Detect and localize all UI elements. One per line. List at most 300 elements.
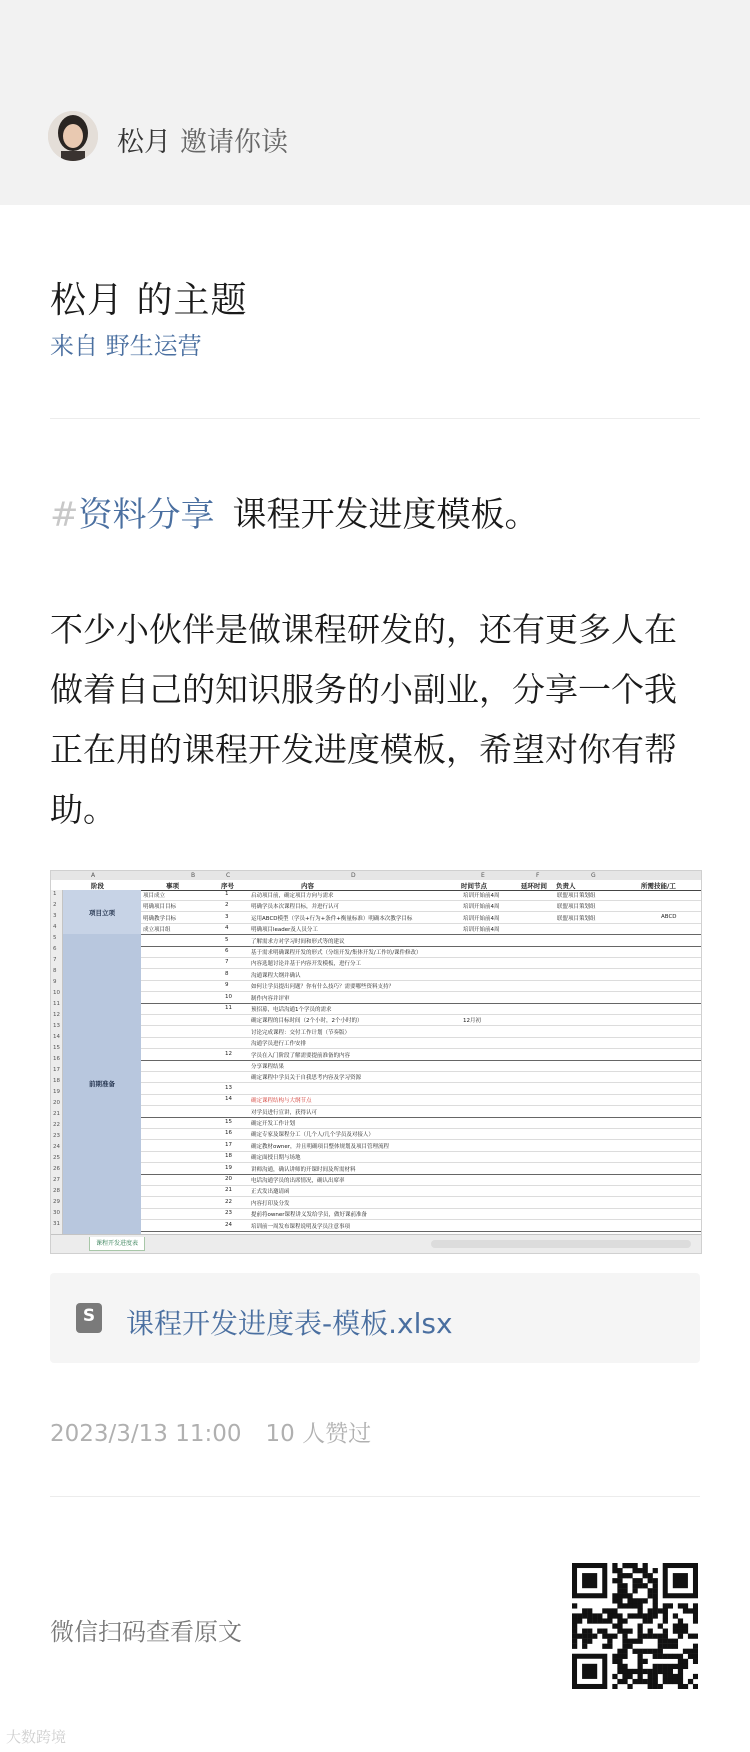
qr-module [693, 1649, 698, 1654]
qr-finder-pattern [582, 1573, 597, 1588]
spreadsheet-file-icon [76, 1303, 102, 1333]
table-row [141, 1084, 701, 1095]
qr-module [653, 1578, 658, 1583]
qr-module [607, 1613, 612, 1618]
qr-module [653, 1613, 658, 1618]
qr-module [693, 1634, 698, 1639]
column-letter: A [91, 872, 96, 879]
qr-module [597, 1629, 602, 1634]
row-number: 31 [53, 1221, 60, 1227]
qr-module [612, 1634, 617, 1639]
avatar[interactable] [48, 111, 98, 161]
table-header-cell: 负责人 [556, 882, 576, 890]
table-cell: 确定专家及课程分工（几个人/几个学员及对接人） [251, 1132, 374, 1139]
qr-module [673, 1613, 678, 1618]
table-cell: 确定开发工作计划 [251, 1121, 296, 1127]
invite-text: 邀请你读 [180, 127, 288, 158]
qr-module [668, 1639, 673, 1644]
qr-module [643, 1679, 648, 1684]
qr-module [673, 1664, 678, 1669]
qr-module [688, 1654, 693, 1659]
qr-module [638, 1639, 643, 1644]
qr-module [627, 1593, 632, 1598]
qr-module [632, 1639, 637, 1644]
row-number: 14 [53, 1034, 60, 1040]
row-number: 2 [53, 902, 57, 908]
table-header-cell: 内容 [301, 882, 314, 890]
qr-module [627, 1644, 632, 1649]
qr-module [612, 1593, 617, 1598]
qr-module [673, 1674, 678, 1679]
qr-module [693, 1644, 698, 1649]
qr-module [612, 1598, 617, 1603]
table-row [141, 1072, 701, 1083]
table-cell: 24 [225, 1221, 232, 1228]
table-cell: 11 [225, 1005, 232, 1011]
qr-module [607, 1644, 612, 1649]
qr-module [587, 1613, 592, 1618]
table-cell: 对学员进行宣讲，获得认可 [251, 1109, 318, 1116]
qr-module [592, 1618, 597, 1623]
qr-module [582, 1613, 587, 1618]
table-cell: 确定课程的目标时间（2个小时，2个小时的） [251, 1018, 363, 1025]
qr-module [678, 1664, 683, 1669]
file-name[interactable]: 课程开发进度表-模板.xlsx [126, 1307, 453, 1340]
qr-module [638, 1568, 643, 1573]
table-cell: 学员在入门阶段了解需要提前准备的内容 [251, 1052, 351, 1059]
table-cell: 2 [225, 902, 229, 909]
table-cell: 正式发出邀请函 [251, 1189, 290, 1196]
table-row [141, 1141, 701, 1152]
qr-module [572, 1634, 577, 1639]
qr-module [678, 1654, 683, 1659]
qr-module [643, 1573, 648, 1578]
qr-module [658, 1654, 663, 1659]
qr-module [572, 1623, 577, 1628]
qr-module [693, 1618, 698, 1623]
qr-module [617, 1649, 622, 1654]
row-number: 18 [53, 1078, 60, 1084]
table-cell: 内容选题讨论并基于内容开发模板，进行分工 [251, 961, 362, 968]
qr-module [582, 1644, 587, 1649]
qr-module [663, 1608, 668, 1613]
qr-module [617, 1618, 622, 1623]
table-cell: 分享课程结果 [251, 1064, 285, 1070]
qr-module [632, 1603, 637, 1608]
qr-module [658, 1644, 663, 1649]
qr-module [627, 1563, 632, 1568]
watermark: 大数跨境 [6, 1728, 67, 1746]
table-cell: 1 [225, 891, 229, 897]
qr-module [622, 1679, 627, 1684]
qr-module [622, 1634, 627, 1639]
qr-module [632, 1679, 637, 1684]
qr-module [572, 1639, 577, 1644]
qr-module [663, 1644, 668, 1649]
qr-module [688, 1634, 693, 1639]
row-number: 28 [53, 1188, 60, 1194]
qr-module [617, 1568, 622, 1573]
qr-module [632, 1568, 637, 1573]
qr-module [622, 1674, 627, 1679]
table-row [141, 1095, 701, 1106]
qr-module [617, 1669, 622, 1674]
qr-module [617, 1623, 622, 1628]
qr-module [622, 1593, 627, 1598]
row-number: 5 [53, 935, 57, 941]
qr-module [648, 1588, 653, 1593]
table-cell: 培训开始前4周 [463, 927, 500, 934]
qr-module [572, 1629, 577, 1634]
like-count[interactable]: 10 人赞过 [265, 1421, 372, 1447]
qr-module [683, 1603, 688, 1608]
qr-module [597, 1613, 602, 1618]
qr-module [653, 1669, 658, 1674]
qr-module [627, 1629, 632, 1634]
qr-module [612, 1568, 617, 1573]
qr-module [622, 1573, 627, 1578]
row-number: 25 [53, 1155, 60, 1161]
row-number: 6 [53, 946, 57, 952]
qr-module [663, 1618, 668, 1623]
qr-module [612, 1578, 617, 1583]
qr-module [678, 1623, 683, 1628]
qr-module [658, 1684, 663, 1689]
qr-module [572, 1603, 577, 1608]
horizontal-scrollbar[interactable] [431, 1240, 691, 1248]
table-cell: 讲师沟通，确认讲师的开课时间及所需材料 [251, 1166, 356, 1173]
qr-module [663, 1603, 668, 1608]
spreadsheet-preview[interactable] [50, 870, 702, 1254]
qr-module [643, 1568, 648, 1573]
qr-module [617, 1573, 622, 1578]
row-number: 21 [53, 1111, 60, 1117]
qr-module [622, 1583, 627, 1588]
table-cell: 明确项目目标 [143, 904, 177, 911]
row-number: 9 [53, 979, 57, 985]
qr-module [673, 1654, 678, 1659]
qr-module [617, 1588, 622, 1593]
table-cell: 明确教学目标 [143, 915, 177, 922]
table-row [141, 1129, 701, 1140]
table-row [141, 947, 701, 958]
qr-module [572, 1618, 577, 1623]
table-row [141, 890, 701, 901]
qr-module [582, 1634, 587, 1639]
qr-module [678, 1603, 683, 1608]
table-row [141, 1118, 701, 1129]
qr-module [653, 1588, 658, 1593]
post-timestamp: 2023/3/13 11:00 [50, 1421, 242, 1447]
qr-module [632, 1588, 637, 1593]
table-cell: 9 [225, 982, 229, 989]
qr-module [627, 1573, 632, 1578]
qr-module [622, 1649, 627, 1654]
table-cell: 明确学员本次课程目标，并进行认可 [251, 904, 340, 911]
table-cell: 10 [225, 993, 232, 1000]
qr-module [587, 1634, 592, 1639]
qr-module [648, 1618, 653, 1623]
qr-module [653, 1674, 658, 1679]
row-number: 13 [53, 1023, 60, 1029]
qr-module [648, 1674, 653, 1679]
qr-module [638, 1669, 643, 1674]
qr-module [638, 1613, 643, 1618]
topic-title: 松月 的主题 [50, 280, 248, 321]
row-number: 24 [53, 1144, 60, 1150]
qr-module [643, 1618, 648, 1623]
topic-source[interactable]: 来自 野生运营 [50, 332, 202, 360]
table-row [141, 1152, 701, 1163]
qr-module [693, 1608, 698, 1613]
qr-module [622, 1644, 627, 1649]
hashtag-symbol: # [50, 495, 79, 535]
table-row [141, 1004, 701, 1015]
qr-module [673, 1639, 678, 1644]
sheet-tab[interactable]: 课程开发进度表 [89, 1237, 145, 1251]
file-attachment[interactable] [50, 1273, 700, 1363]
table-row [141, 936, 701, 947]
table-row [141, 1221, 701, 1232]
qr-module [653, 1679, 658, 1684]
qr-module [607, 1634, 612, 1639]
table-row [141, 1186, 701, 1197]
row-number: 11 [53, 1001, 60, 1007]
qr-module [577, 1634, 582, 1639]
qr-code-icon[interactable] [572, 1563, 698, 1689]
qr-module [648, 1593, 653, 1598]
qr-module [648, 1578, 653, 1583]
qr-module [653, 1568, 658, 1573]
table-cell: 启动项目前，确定项目方向与需求 [251, 893, 334, 899]
qr-module [643, 1583, 648, 1588]
table-cell: 21 [225, 1187, 232, 1194]
qr-module [648, 1669, 653, 1674]
table-cell: 联盟项目策划组 [557, 904, 596, 911]
table-cell: 13 [225, 1084, 232, 1091]
table-row [141, 993, 701, 1004]
row-number: 19 [53, 1089, 60, 1095]
table-cell: 20 [225, 1176, 232, 1182]
qr-module [648, 1679, 653, 1684]
qr-module [632, 1563, 637, 1568]
qr-module [678, 1679, 683, 1684]
qr-module [612, 1608, 617, 1613]
qr-module [668, 1674, 673, 1679]
qr-module [663, 1634, 668, 1639]
table-cell: 15 [225, 1119, 232, 1125]
qr-module [627, 1674, 632, 1679]
table-cell: 运用ABCD模型（学员+行为+条件+衡量标准）明确本次教学目标 [251, 915, 413, 922]
table-cell: 了解需求方对学习时间和形式等的建议 [251, 938, 345, 945]
qr-module [643, 1669, 648, 1674]
table-cell: 电话沟通学员的出席情况，确认出席率 [251, 1178, 345, 1184]
qr-finder-pattern [582, 1664, 597, 1679]
table-row [141, 901, 701, 912]
qr-module [668, 1644, 673, 1649]
qr-module [683, 1623, 688, 1628]
qr-module [622, 1618, 627, 1623]
qr-module [643, 1634, 648, 1639]
qr-module [658, 1639, 663, 1644]
qr-module [622, 1563, 627, 1568]
qr-module [653, 1583, 658, 1588]
qr-module [638, 1679, 643, 1684]
table-cell: 培训开始前4周 [463, 904, 500, 911]
table-cell: 联盟项目策划组 [557, 893, 596, 899]
qr-module [663, 1654, 668, 1659]
qr-module [638, 1583, 643, 1588]
qr-module [617, 1664, 622, 1669]
table-header-cell: 阶段 [91, 882, 104, 890]
qr-module [612, 1684, 617, 1689]
qr-module [678, 1629, 683, 1634]
table-cell: 培训前一周发布课程说明及学员注意事项 [251, 1223, 351, 1230]
qr-module [663, 1664, 668, 1669]
qr-module [632, 1583, 637, 1588]
column-letter: G [591, 872, 596, 879]
qr-module [668, 1603, 673, 1608]
qr-module [643, 1659, 648, 1664]
row-number: 15 [53, 1045, 60, 1051]
qr-module [693, 1654, 698, 1659]
qr-module [617, 1593, 622, 1598]
table-cell: 7 [225, 959, 229, 966]
invite-header [0, 0, 750, 205]
post-heading [50, 487, 539, 536]
qr-module [587, 1608, 592, 1613]
table-cell: 讨论完成课程：交付工作计划（节奏版） [251, 1029, 351, 1036]
qr-module [612, 1563, 617, 1568]
table-cell: 18 [225, 1153, 232, 1160]
qr-module [602, 1644, 607, 1649]
qr-finder-pattern [673, 1573, 688, 1588]
qr-module [653, 1598, 658, 1603]
table-cell: 沟通学员进行工作安排 [251, 1041, 307, 1048]
table-row [141, 1038, 701, 1049]
table-cell: 预招募，电话沟通1个学员的需求 [251, 1007, 332, 1013]
qr-module [663, 1669, 668, 1674]
table-row [141, 1050, 701, 1061]
qr-module [622, 1654, 627, 1659]
post-tag[interactable]: 资料分享 [78, 495, 215, 535]
qr-module [678, 1634, 683, 1639]
table-cell: 制作内容并评审 [251, 995, 290, 1002]
table-header-cell: 延环时间 [521, 882, 547, 890]
qr-module [648, 1608, 653, 1613]
qr-module [617, 1679, 622, 1684]
qr-module [658, 1664, 663, 1669]
qr-module [638, 1598, 643, 1603]
row-number: 30 [53, 1210, 60, 1216]
table-row [141, 924, 701, 935]
qr-module [622, 1639, 627, 1644]
row-number-column [51, 890, 63, 1234]
row-number: 17 [53, 1067, 60, 1073]
qr-module [653, 1654, 658, 1659]
inviter-name[interactable]: 松月 [117, 127, 171, 158]
column-letter: E [481, 872, 485, 879]
qr-module [617, 1598, 622, 1603]
table-cell: 23 [225, 1210, 232, 1217]
qr-module [663, 1629, 668, 1634]
row-number: 27 [53, 1177, 60, 1183]
divider [50, 1496, 700, 1497]
qr-module [612, 1613, 617, 1618]
qr-module [648, 1649, 653, 1654]
table-cell: 培训开始前4周 [463, 915, 500, 922]
row-number: 22 [53, 1122, 60, 1128]
row-number: 29 [53, 1199, 60, 1205]
row-number: 12 [53, 1012, 60, 1018]
table-row [141, 1209, 701, 1220]
table-row [141, 1175, 701, 1186]
qr-module [622, 1669, 627, 1674]
qr-module [638, 1623, 643, 1628]
qr-module [683, 1684, 688, 1689]
qr-module [632, 1613, 637, 1618]
stage-label: 前期准备 [89, 1080, 115, 1088]
qr-module [577, 1618, 582, 1623]
table-cell: 17 [225, 1141, 232, 1148]
qr-module [607, 1608, 612, 1613]
row-number: 4 [53, 924, 57, 930]
qr-module [673, 1679, 678, 1684]
qr-module [648, 1684, 653, 1689]
qr-module [693, 1603, 698, 1608]
table-row [141, 1061, 701, 1072]
table-row [141, 1015, 701, 1026]
table-header-cell: 序号 [221, 882, 234, 890]
qr-module [597, 1618, 602, 1623]
table-row [141, 958, 701, 969]
qr-module [602, 1634, 607, 1639]
stage-cell-prep [63, 934, 141, 1234]
qr-module [582, 1608, 587, 1613]
column-letter: B [191, 872, 196, 879]
table-cell: 成立项目组 [143, 927, 171, 934]
qr-module [678, 1669, 683, 1674]
qr-module [653, 1649, 658, 1654]
qr-module [663, 1639, 668, 1644]
table-cell: 19 [225, 1164, 232, 1171]
table-cell: 如何让学员提出问题？你有什么技巧？需要哪些资料支持？ [251, 984, 395, 991]
qr-module [673, 1644, 678, 1649]
qr-module [653, 1603, 658, 1608]
scan-prompt: 微信扫码查看原文 [50, 1618, 242, 1646]
qr-module [638, 1664, 643, 1669]
qr-module [683, 1664, 688, 1669]
row-number: 16 [53, 1056, 60, 1062]
table-cell: ABCD [661, 913, 677, 920]
qr-module [683, 1649, 688, 1654]
qr-module [602, 1608, 607, 1613]
qr-module [617, 1583, 622, 1588]
qr-module [643, 1598, 648, 1603]
qr-module [653, 1608, 658, 1613]
qr-module [612, 1674, 617, 1679]
row-number: 20 [53, 1100, 60, 1106]
qr-module [607, 1618, 612, 1623]
qr-module [617, 1659, 622, 1664]
qr-module [683, 1608, 688, 1613]
stage-label: 项目立项 [89, 909, 115, 917]
qr-module [643, 1649, 648, 1654]
qr-module [638, 1608, 643, 1613]
qr-module [653, 1664, 658, 1669]
table-cell: 确定面授日期与场地 [251, 1155, 301, 1162]
table-cell: 培训开始前4周 [463, 893, 500, 899]
